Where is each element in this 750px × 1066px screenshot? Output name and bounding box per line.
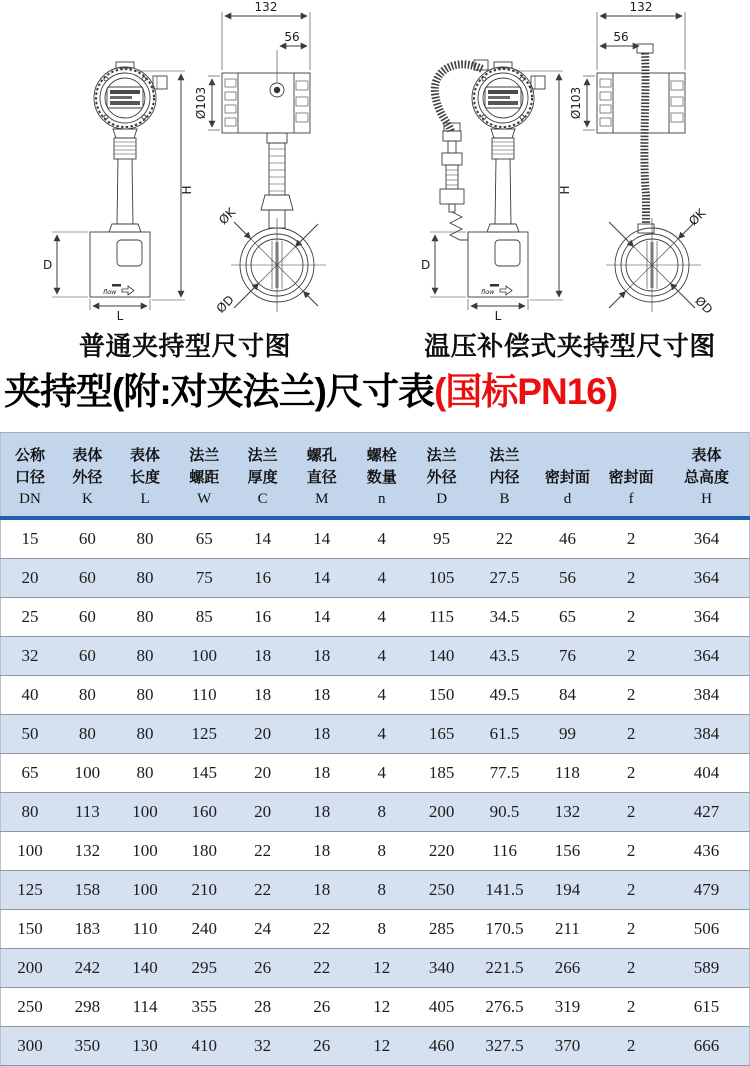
- table-cell: 40: [1, 676, 59, 715]
- table-cell: 22: [472, 518, 536, 559]
- table-cell: 125: [174, 715, 234, 754]
- dim-label-56: 56: [613, 30, 629, 44]
- table-cell: 221.5: [472, 949, 536, 988]
- table-row-dn-125: [1, 871, 750, 910]
- table-cell: 80: [1, 793, 59, 832]
- table-cell: 32: [234, 1027, 291, 1066]
- table-cell: 22: [291, 949, 352, 988]
- table-cell: 427: [664, 793, 749, 832]
- column-header-W: 法兰 螺距 W: [174, 433, 234, 519]
- table-cell: 145: [174, 754, 234, 793]
- dim-label-d: D: [43, 258, 53, 272]
- table-cell: 210: [174, 871, 234, 910]
- table-cell: 220: [411, 832, 472, 871]
- table-cell: 60: [59, 518, 116, 559]
- table-cell: 100: [1, 832, 59, 871]
- table-cell: 100: [116, 793, 174, 832]
- table-cell: 4: [353, 754, 411, 793]
- table-cell: 114: [116, 988, 174, 1027]
- table-cell: 2: [598, 871, 664, 910]
- table-cell: 384: [664, 676, 749, 715]
- table-cell: 266: [537, 949, 598, 988]
- table-cell: 170.5: [472, 910, 536, 949]
- table-cell: 65: [537, 598, 598, 637]
- table-cell: 2: [598, 754, 664, 793]
- table-cell: 355: [174, 988, 234, 1027]
- table-row-dn-65: [1, 754, 750, 793]
- table-cell: 4: [353, 559, 411, 598]
- table-cell: 350: [59, 1027, 116, 1066]
- caption-compensated-type: 温压补偿式夹持型尺寸图: [424, 331, 716, 361]
- dimension-drawings: [0, 0, 750, 361]
- table-cell: 56: [537, 559, 598, 598]
- table-cell: 2: [598, 559, 664, 598]
- meter-body: [90, 232, 150, 297]
- table-cell: 506: [664, 910, 749, 949]
- dim-label-dia-k: ØK: [216, 205, 239, 228]
- table-title: [4, 364, 750, 420]
- table-title-black: 夹持型(附:对夹法兰)尺寸表: [4, 371, 434, 412]
- transmitter-head-icon: [94, 62, 167, 129]
- table-title-standard-pn16: (国标PN16): [433, 371, 618, 412]
- table-cell: 110: [116, 910, 174, 949]
- table-row-dn-50: [1, 715, 750, 754]
- column-header-C: 法兰 厚度 C: [234, 433, 291, 519]
- table-cell: 479: [664, 871, 749, 910]
- dim-label-132: 132: [254, 0, 278, 14]
- table-cell: 20: [1, 559, 59, 598]
- table-cell: 99: [537, 715, 598, 754]
- table-cell: 80: [116, 518, 174, 559]
- column-header-D: 法兰 外径 D: [411, 433, 472, 519]
- table-cell: 90.5: [472, 793, 536, 832]
- table-cell: 8: [353, 832, 411, 871]
- table-cell: 156: [537, 832, 598, 871]
- technical-drawing-canvas: [0, 0, 750, 322]
- dim-label-132: 132: [629, 0, 653, 14]
- table-cell: 4: [353, 598, 411, 637]
- table-cell: 60: [59, 637, 116, 676]
- dim-label-dia-d: ØD: [692, 293, 716, 317]
- table-cell: 436: [664, 832, 749, 871]
- table-cell: 34.5: [472, 598, 536, 637]
- table-cell: 80: [116, 754, 174, 793]
- table-row-dn-15: [1, 518, 750, 559]
- table-cell: 666: [664, 1027, 749, 1066]
- table-cell: 183: [59, 910, 116, 949]
- table-cell: 8: [353, 910, 411, 949]
- table-cell: 16: [234, 598, 291, 637]
- table-cell: 46: [537, 518, 598, 559]
- dim-label-h: H: [180, 185, 194, 195]
- table-cell: 22: [234, 871, 291, 910]
- table-cell: 76: [537, 637, 598, 676]
- table-cell: 12: [353, 988, 411, 1027]
- dim-label-56: 56: [284, 30, 300, 44]
- table-cell: 125: [1, 871, 59, 910]
- column-header-K: 表体 外径 K: [59, 433, 116, 519]
- table-cell: 4: [353, 518, 411, 559]
- table-cell: 25: [1, 598, 59, 637]
- table-cell: 27.5: [472, 559, 536, 598]
- table-cell: 211: [537, 910, 598, 949]
- dim-label-h: H: [558, 185, 572, 195]
- table-cell: 132: [59, 832, 116, 871]
- table-cell: 80: [59, 715, 116, 754]
- table-cell: 158: [59, 871, 116, 910]
- table-cell: 2: [598, 676, 664, 715]
- table-row-dn-80: [1, 793, 750, 832]
- table-cell: 118: [537, 754, 598, 793]
- table-row-dn-32: [1, 637, 750, 676]
- table-cell: 340: [411, 949, 472, 988]
- table-cell: 18: [291, 832, 352, 871]
- table-cell: 8: [353, 793, 411, 832]
- table-cell: 319: [537, 988, 598, 1027]
- table-cell: 20: [234, 715, 291, 754]
- table-cell: 18: [291, 676, 352, 715]
- table-cell: 285: [411, 910, 472, 949]
- stem-side: [261, 133, 293, 228]
- table-cell: 18: [234, 637, 291, 676]
- table-cell: 20: [234, 754, 291, 793]
- table-cell: 140: [116, 949, 174, 988]
- table-row-dn-200: [1, 949, 750, 988]
- transmitter-head-icon: [472, 62, 545, 129]
- table-cell: 240: [174, 910, 234, 949]
- table-body: [1, 518, 750, 1066]
- table-cell: 589: [664, 949, 749, 988]
- table-cell: 300: [1, 1027, 59, 1066]
- table-cell: 26: [291, 988, 352, 1027]
- table-cell: 276.5: [472, 988, 536, 1027]
- side-view-compensated: [569, 0, 715, 317]
- table-cell: 8: [353, 871, 411, 910]
- table-cell: 100: [59, 754, 116, 793]
- table-row-dn-250: [1, 988, 750, 1027]
- table-cell: 364: [664, 559, 749, 598]
- flow-arrow-icon: [122, 286, 134, 295]
- column-header-B: 法兰 内径 B: [472, 433, 536, 519]
- side-view-plain: [194, 0, 326, 316]
- table-cell: 22: [234, 832, 291, 871]
- table-cell: 370: [537, 1027, 598, 1066]
- table-cell: 2: [598, 637, 664, 676]
- table-cell: 24: [234, 910, 291, 949]
- table-cell: 250: [1, 988, 59, 1027]
- column-header-f: 密封面 f: [598, 433, 664, 519]
- table-cell: 80: [59, 676, 116, 715]
- table-cell: 250: [411, 871, 472, 910]
- table-cell: 50: [1, 715, 59, 754]
- column-header-n: 螺栓 数量 n: [353, 433, 411, 519]
- table-cell: 22: [291, 910, 352, 949]
- table-cell: 113: [59, 793, 116, 832]
- neck-tube: [109, 129, 141, 232]
- table-cell: 18: [291, 637, 352, 676]
- table-cell: 43.5: [472, 637, 536, 676]
- wafer-body-end-view: [606, 205, 715, 316]
- table-row-dn-100: [1, 832, 750, 871]
- table-cell: 18: [291, 793, 352, 832]
- table-cell: 26: [291, 1027, 352, 1066]
- table-cell: 14: [291, 559, 352, 598]
- table-cell: 4: [353, 637, 411, 676]
- dim-label-l: L: [116, 309, 124, 322]
- table-cell: 105: [411, 559, 472, 598]
- table-cell: 77.5: [472, 754, 536, 793]
- sensor-fitting: [440, 131, 468, 240]
- table-cell: 295: [174, 949, 234, 988]
- column-header-DN: 公称 口径 DN: [1, 433, 59, 519]
- column-header-H: 表体 总高度 H: [664, 433, 749, 519]
- table-cell: 84: [537, 676, 598, 715]
- table-cell: 61.5: [472, 715, 536, 754]
- housing-side: [222, 73, 310, 133]
- wafer-body-end-view: [214, 204, 326, 315]
- table-cell: 95: [411, 518, 472, 559]
- table-cell: 364: [664, 637, 749, 676]
- table-cell: 200: [1, 949, 59, 988]
- table-cell: 65: [1, 754, 59, 793]
- flow-arrow-icon: [500, 286, 512, 295]
- table-cell: 100: [116, 871, 174, 910]
- dim-label-dia103: Ø103: [569, 86, 583, 120]
- dimension-table: [0, 432, 750, 1066]
- dim-label-dia-k: ØK: [686, 206, 709, 229]
- table-cell: 2: [598, 598, 664, 637]
- column-header-M: 螺孔 直径 M: [291, 433, 352, 519]
- table-cell: 460: [411, 1027, 472, 1066]
- meter-body: [468, 232, 528, 297]
- table-cell: 130: [116, 1027, 174, 1066]
- table-cell: 115: [411, 598, 472, 637]
- table-cell: 85: [174, 598, 234, 637]
- table-cell: 2: [598, 832, 664, 871]
- front-view-compensated: [421, 60, 572, 322]
- table-header: [1, 433, 750, 519]
- table-cell: 2: [598, 518, 664, 559]
- table-cell: 20: [234, 793, 291, 832]
- table-cell: 100: [116, 832, 174, 871]
- dim-label-l: L: [494, 309, 502, 322]
- table-header-row: [1, 433, 750, 519]
- table-cell: 2: [598, 988, 664, 1027]
- table-cell: 32: [1, 637, 59, 676]
- table-cell: 80: [116, 715, 174, 754]
- table-cell: 75: [174, 559, 234, 598]
- column-header-d: 密封面 d: [537, 433, 598, 519]
- table-cell: 65: [174, 518, 234, 559]
- dim-label-dia103: Ø103: [194, 86, 208, 120]
- table-row-dn-150: [1, 910, 750, 949]
- table-cell: 2: [598, 793, 664, 832]
- table-cell: 364: [664, 518, 749, 559]
- table-cell: 100: [174, 637, 234, 676]
- flow-label: flow: [481, 288, 495, 296]
- housing-side: [597, 73, 685, 133]
- table-cell: 26: [234, 949, 291, 988]
- table-cell: 116: [472, 832, 536, 871]
- table-cell: 80: [116, 559, 174, 598]
- table-row-dn-300: [1, 1027, 750, 1066]
- table-cell: 18: [291, 754, 352, 793]
- table-cell: 16: [234, 559, 291, 598]
- table-cell: 2: [598, 715, 664, 754]
- front-view-plain: [43, 62, 194, 322]
- dim-label-d: D: [421, 258, 431, 272]
- table-cell: 410: [174, 1027, 234, 1066]
- table-row-dn-20: [1, 559, 750, 598]
- table-cell: 2: [598, 949, 664, 988]
- table-row-dn-40: [1, 676, 750, 715]
- table-cell: 12: [353, 949, 411, 988]
- table-cell: 364: [664, 598, 749, 637]
- table-cell: 4: [353, 676, 411, 715]
- table-cell: 80: [116, 676, 174, 715]
- table-cell: 160: [174, 793, 234, 832]
- table-cell: 615: [664, 988, 749, 1027]
- table-cell: 14: [234, 518, 291, 559]
- table-row-dn-25: [1, 598, 750, 637]
- table-cell: 194: [537, 871, 598, 910]
- table-cell: 14: [291, 518, 352, 559]
- table-cell: 12: [353, 1027, 411, 1066]
- table-cell: 2: [598, 910, 664, 949]
- table-cell: 150: [411, 676, 472, 715]
- armored-hose: [435, 60, 488, 131]
- table-cell: 404: [664, 754, 749, 793]
- table-cell: 200: [411, 793, 472, 832]
- table-cell: 132: [537, 793, 598, 832]
- table-cell: 140: [411, 637, 472, 676]
- dim-label-dia-d: ØD: [213, 292, 237, 316]
- table-cell: 4: [353, 715, 411, 754]
- armored-hose-side: [637, 44, 654, 233]
- table-cell: 298: [59, 988, 116, 1027]
- table-cell: 150: [1, 910, 59, 949]
- table-cell: 384: [664, 715, 749, 754]
- table-cell: 14: [291, 598, 352, 637]
- table-cell: 185: [411, 754, 472, 793]
- table-cell: 18: [291, 715, 352, 754]
- table-cell: 60: [59, 559, 116, 598]
- table-cell: 405: [411, 988, 472, 1027]
- table-cell: 327.5: [472, 1027, 536, 1066]
- table-cell: 18: [291, 871, 352, 910]
- table-cell: 28: [234, 988, 291, 1027]
- table-cell: 180: [174, 832, 234, 871]
- table-cell: 242: [59, 949, 116, 988]
- table-cell: 110: [174, 676, 234, 715]
- table-cell: 80: [116, 598, 174, 637]
- table-cell: 165: [411, 715, 472, 754]
- table-cell: 60: [59, 598, 116, 637]
- table-cell: 80: [116, 637, 174, 676]
- caption-plain-type: 普通夹持型尺寸图: [78, 331, 292, 361]
- table-cell: 49.5: [472, 676, 536, 715]
- neck-tube: [487, 129, 519, 232]
- column-header-L: 表体 长度 L: [116, 433, 174, 519]
- table-cell: 2: [598, 1027, 664, 1066]
- table-cell: 141.5: [472, 871, 536, 910]
- flow-label: flow: [103, 288, 117, 296]
- table-cell: 15: [1, 518, 59, 559]
- table-cell: 18: [234, 676, 291, 715]
